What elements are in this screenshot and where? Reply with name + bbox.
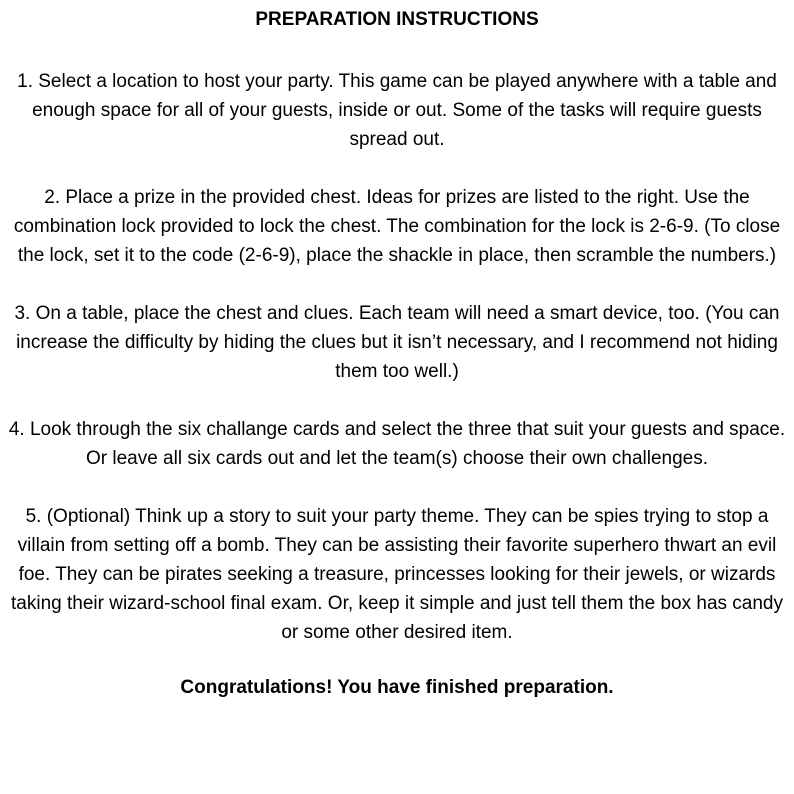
instruction-step-2: 2. Place a prize in the provided chest. Ideas for prizes are listed to the right. Use the combination lock provided to lock the chest. The combination for the lock is 2-6-9. (To close the lock, set it to the code (2-6-9), place the shackle in place, then scramble the numbers.) bbox=[13, 187, 781, 266]
instruction-step-1: 1. Select a location to host your party. This game can be played anywhere with a table and enough space for all of your guests, inside or out. Some of the tasks will require guests spread out. bbox=[17, 71, 777, 150]
instruction-step-5: 5. (Optional) Think up a story to suit your party theme. They can be spies trying to stop a villain from setting off a bomb. They can be assisting their favorite superhero thwart an evil foe. They can be pirates seeking a treasure, princesses looking for their jewels, or wizards taking their wizard-school final exam. Or, keep it simple and just tell them the box has candy or some other desired item. bbox=[11, 506, 783, 643]
instruction-step-4: 4. Look through the six challange cards and select the three that suit your guests and space. Or leave all six cards out and let the team(s) choose their own challenges. bbox=[8, 419, 786, 469]
page-title: PREPARATION INSTRUCTIONS bbox=[255, 9, 539, 30]
instruction-step-3: 3. On a table, place the chest and clues. Each team will need a smart device, too. (You can increase the difficulty by hiding the clues but it isn’t necessary, and I recommend not hiding them too well.) bbox=[14, 303, 780, 382]
closing-message: Congratulations! You have finished preparation. bbox=[180, 677, 614, 698]
